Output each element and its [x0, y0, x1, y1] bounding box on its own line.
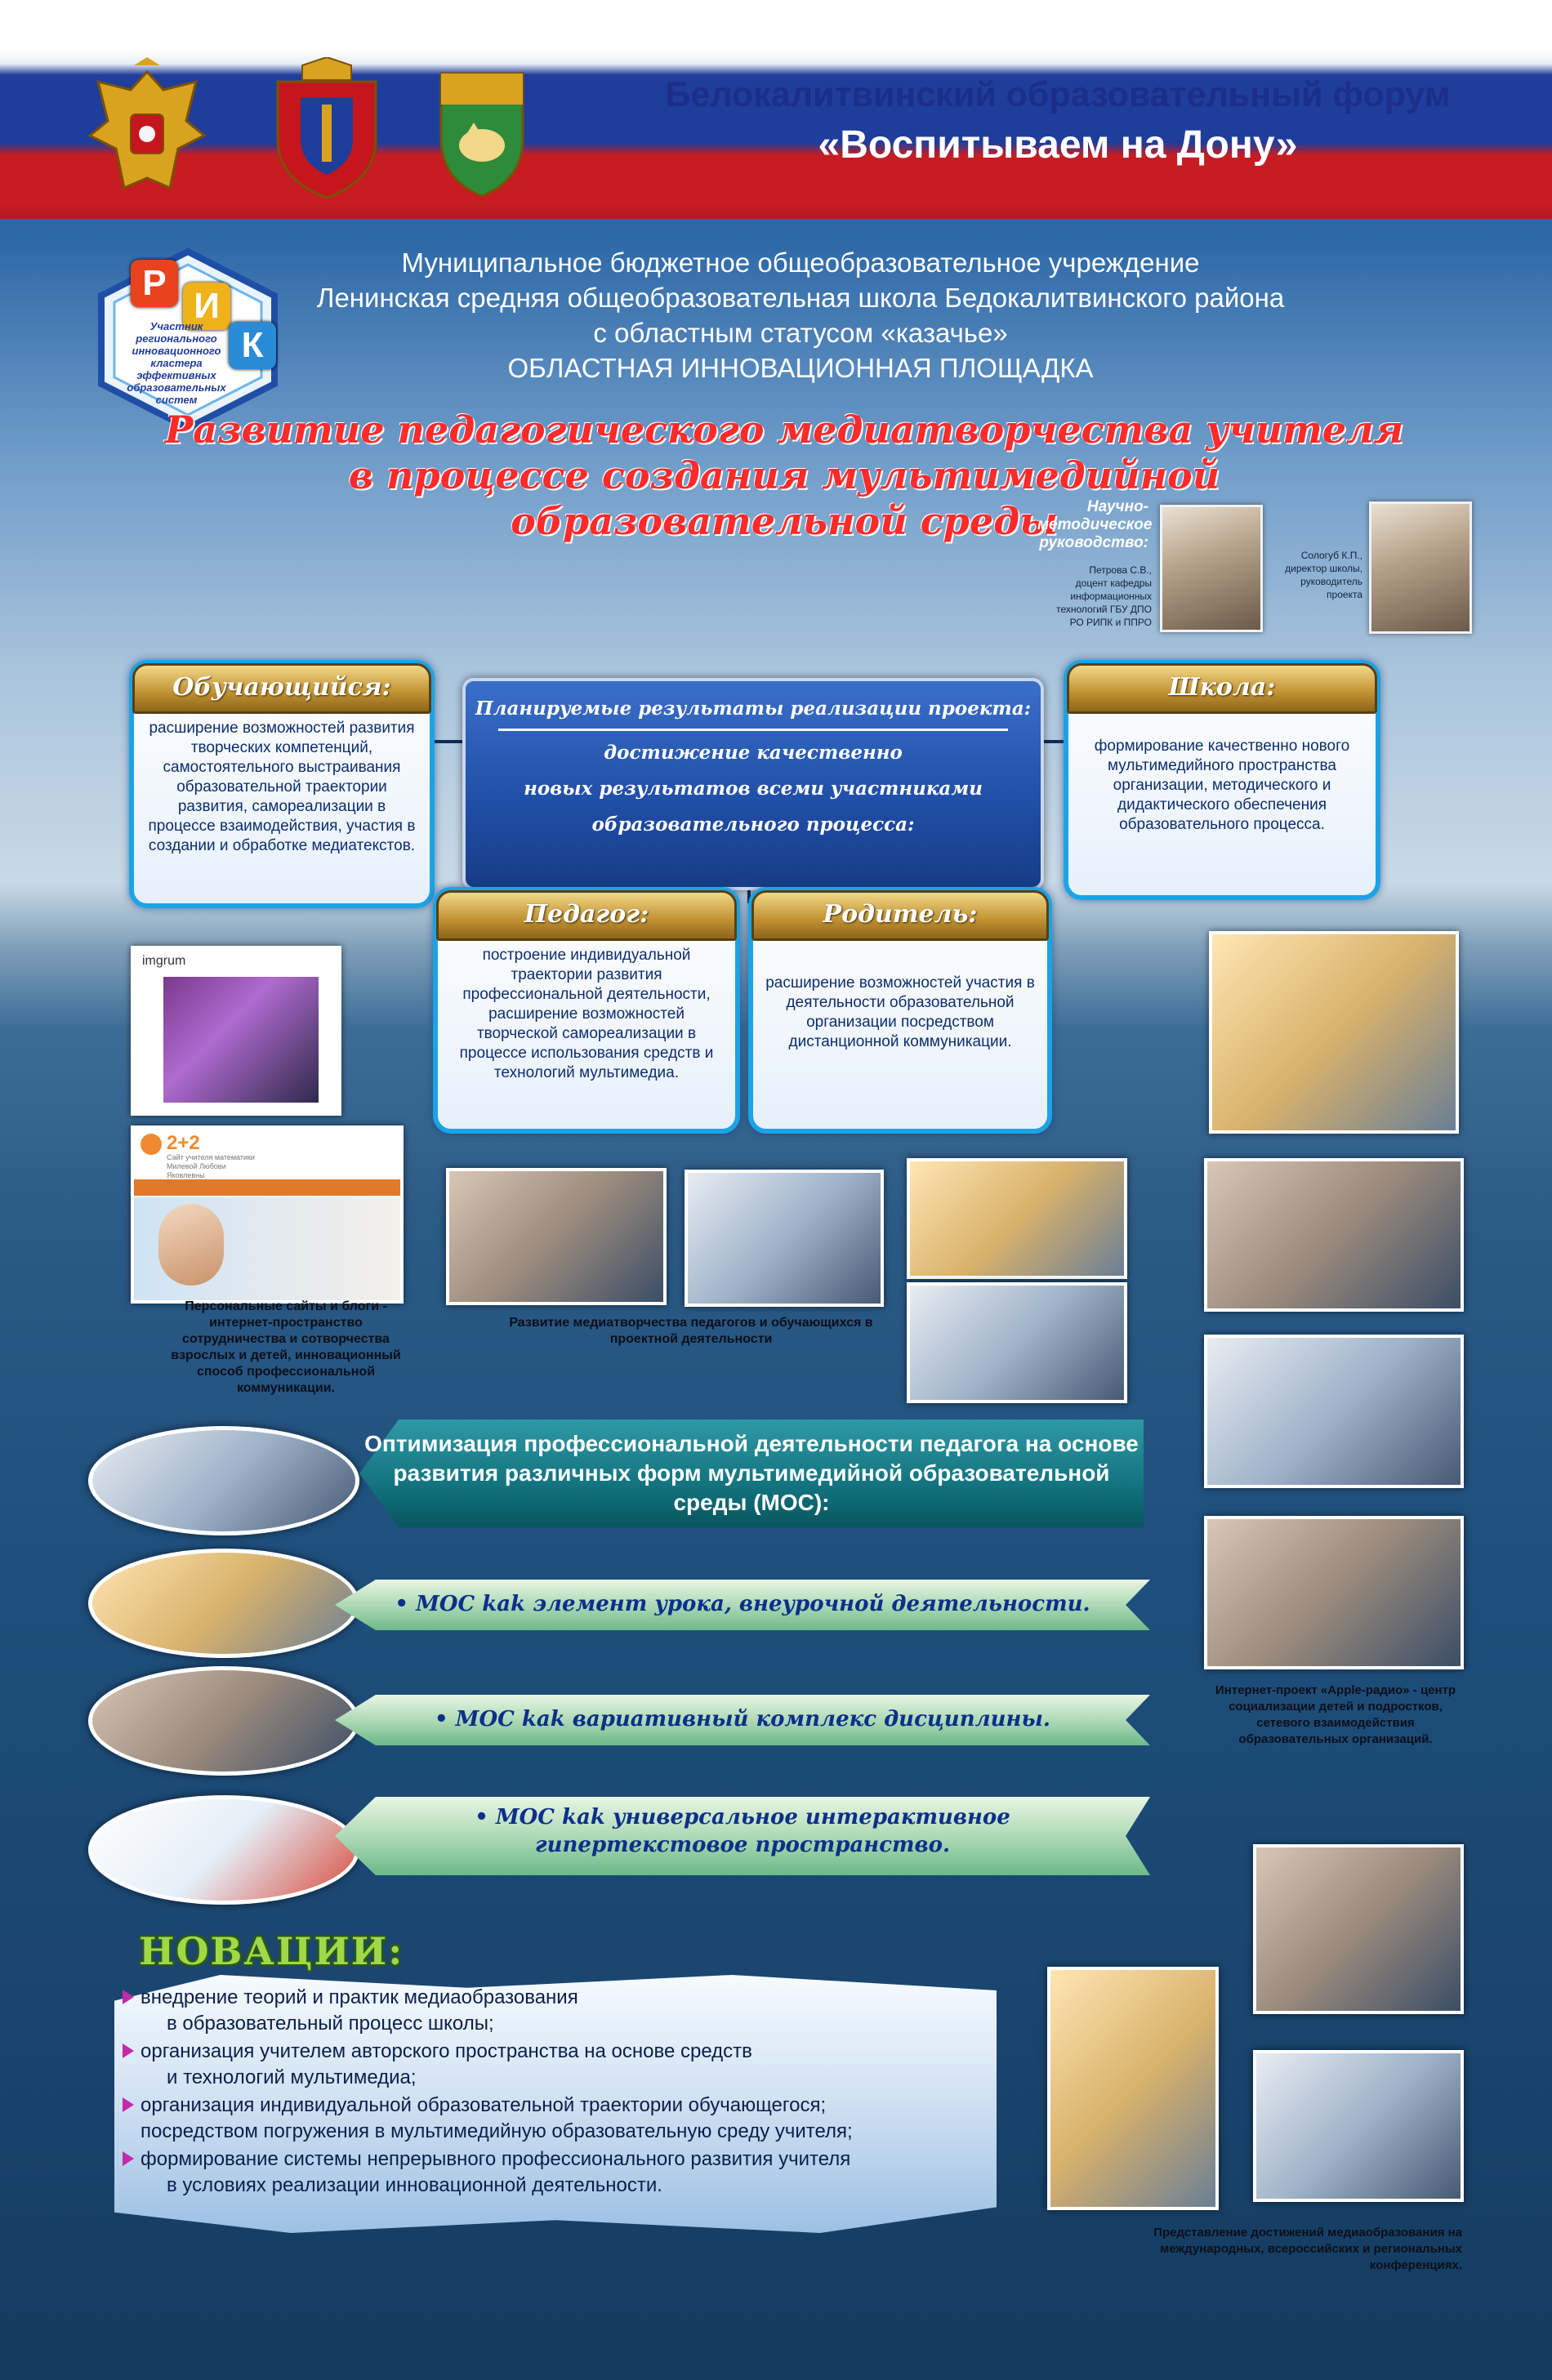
supervisor-photo-1	[1160, 505, 1263, 632]
forum-title: Белокалитвинский образовательный форум	[665, 75, 1451, 114]
parent-card-text: расширение возможностей участия в деятельности образовательной организации посредством дистанционной коммуникации.	[765, 974, 1035, 1050]
supervisor-2-name: Сологуб К.П.,	[1300, 550, 1362, 561]
novation-item-2-line-1: организация учителем авторского пространства на основе средств	[140, 2040, 752, 2062]
supervisor-2	[1266, 549, 1362, 601]
media-photo-4	[907, 1282, 1127, 1403]
site-brand: 2+2	[167, 1132, 200, 1154]
novation-item-3	[140, 2093, 1006, 2145]
school-line-2: Ленинская средняя общеобразовательная школа Бедокалитвинского района	[316, 283, 1285, 313]
triangle-bullet-icon	[123, 2151, 134, 2166]
rik-caption: Участник регионального инновационного кластера эффективных образовательных систем	[127, 320, 226, 406]
project-title-line-2: в процессе создания мультимедийной образовательной среды	[348, 453, 1220, 543]
planned-results-line-4: образовательного процесса:	[591, 813, 915, 836]
apple-radio-photo-1	[1209, 931, 1459, 1134]
school-line-3: с областным статусом «казачье»	[593, 318, 1008, 348]
triangle-bullet-icon	[123, 2097, 134, 2112]
apple-radio-caption: Интернет-проект «Apple-радио» - центр социализации детей и подростков, сетевого взаимодействия образовательных организаций.	[1215, 1683, 1456, 1746]
school-card	[1064, 660, 1380, 900]
supervisor-2-role: директор школы, руководитель проекта	[1285, 563, 1362, 600]
parent-card-title: Родитель:	[751, 890, 1049, 941]
supervisor-photo-2	[1369, 501, 1472, 634]
novation-item-3-line-1: организация индивидуальной образовательной траектории обучающегося;	[140, 2094, 827, 2116]
planned-results-heading: Планируемые результаты реализации проекта:	[475, 698, 1032, 720]
moc-item-1: • МОС kak элемент урока, внеурочной деятельности.	[395, 1592, 1090, 1616]
triangle-bullet-icon	[123, 1990, 134, 2004]
media-caption: Развитие медиатворчества педагогов и обучающихся в проектной деятельности	[509, 1316, 873, 1346]
media-photo-2	[685, 1170, 884, 1307]
connector	[431, 740, 464, 743]
teacher-site-screenshot	[131, 1125, 404, 1304]
novation-item-3-line-2: посредством погружения в мультимедийную образовательную среду учителя;	[140, 2120, 853, 2142]
supervisors-label: Научно-методическое руководство:	[1037, 498, 1153, 551]
media-photo-1	[446, 1168, 667, 1305]
teacher-card-title: Педагог:	[436, 890, 737, 941]
rik-letter-k: К	[229, 322, 276, 369]
conference-photo-2	[1253, 1844, 1464, 2014]
rostov-region-coat-of-arms-icon	[261, 57, 392, 204]
novation-item-2-line-2: и технологий мультимедиа;	[167, 2066, 417, 2088]
russia-coat-of-arms-icon	[82, 57, 212, 204]
student-card-text: расширение возможностей развития творческих компетенций, самостоятельного выстраивания образовательной траектории развития, самореализации в процессе взаимодействия, участия в создании и обработке медиатекстов.	[148, 720, 416, 854]
supervisor-1	[1046, 564, 1152, 629]
parent-card	[748, 887, 1052, 1134]
imgrum-brand: imgrum	[142, 954, 186, 968]
school-card-text: формирование качественно нового мультимедийного пространства организации, методического и дидактического обеспечения образовательного процесса.	[1094, 738, 1350, 833]
forum-subtitle: «Воспитываем на Дону»	[818, 123, 1298, 167]
belokalitva-coat-of-arms-icon	[417, 57, 547, 204]
teacher-card	[433, 887, 740, 1134]
site-title: Сайт учителя математики Милевой Любови Яковлевны	[167, 1153, 255, 1179]
school-card-title: Школа:	[1067, 663, 1377, 714]
apple-radio-photo-3	[1204, 1335, 1464, 1488]
imgrum-screenshot	[131, 946, 341, 1116]
novation-item-1-line-1: внедрение теорий и практик медиаобразования	[140, 1986, 578, 2008]
novation-item-4-line-2: в условиях реализации инновационной деятельности.	[167, 2174, 662, 2196]
teacher-card-text: построение индивидуальной траектории развития профессиональной деятельности, расширение возможностей творческой самореализации в процессе использования средств и технологий мультимедиа.	[459, 947, 714, 1081]
conference-caption: Представление достижений медиаобразования на международных, всероссийских и региональных конференциях.	[1153, 2226, 1462, 2272]
moc-item-3-line-1: • МОС kak универсальное интерактивное	[475, 1805, 1010, 1830]
conference-photo-1	[1047, 1967, 1219, 2210]
novation-item-2	[140, 2039, 1006, 2091]
student-card	[129, 660, 435, 908]
sites-caption: Персональные сайты и блоги - интернет-пространство сотрудничества и сотворчества взрослых и детей, инновационный способ профессиональной коммуникации.	[171, 1299, 401, 1395]
supervisor-1-name: Петрова С.В.,	[1089, 564, 1152, 576]
site-teacher-photo	[158, 1204, 224, 1286]
moc-oval-photo-4	[88, 1795, 359, 1905]
school-line-1: Муниципальное бюджетное общеобразовательное учреждение	[401, 247, 1200, 278]
moc-oval-photo-1	[88, 1426, 359, 1535]
conference-photo-3	[1253, 2050, 1464, 2202]
rik-letter-r: Р	[131, 260, 178, 307]
moc-item-3-line-2: гипертекстовое пространство.	[534, 1833, 951, 1857]
project-title-line-1: Развитие педагогического медиатворчества учителя	[164, 408, 1404, 452]
moc-oval-photo-2	[88, 1549, 359, 1658]
imgrum-photo	[163, 977, 319, 1103]
rik-letter-i: И	[183, 283, 230, 330]
apple-radio-photo-2	[1204, 1158, 1464, 1312]
triangle-bullet-icon	[123, 2044, 134, 2058]
divider	[498, 729, 1008, 731]
novation-item-1-line-2: в образовательный процесс школы;	[167, 2012, 494, 2035]
media-photo-3	[907, 1158, 1127, 1279]
site-logo-icon	[140, 1134, 162, 1155]
site-nav-bar	[134, 1179, 400, 1196]
supervisor-1-role: доцент кафедры информационных технологий ГБУ ДПО РО РИПК и ППРО	[1056, 577, 1152, 628]
student-card-title: Обучающийся:	[132, 663, 431, 714]
planned-results-card	[462, 678, 1044, 890]
novations-title: НОВАЦИИ:	[139, 1929, 404, 1973]
school-line-4: ОБЛАСТНАЯ ИННОВАЦИОННАЯ ПЛОЩАДКА	[507, 353, 1094, 383]
planned-results-line-3: новых результатов всеми участниками	[524, 778, 983, 800]
novation-item-1	[140, 1985, 1006, 2037]
moc-banner-text: Оптимизация профессиональной деятельности педагога на основе развития различных форм мультимедийной образовательной среды (МОС):	[364, 1431, 1139, 1515]
apple-radio-photo-4	[1204, 1516, 1464, 1669]
planned-results-line-2: достижение качественно	[604, 742, 903, 764]
novation-item-4-line-1: формирование системы непрерывного профессионального развития учителя	[140, 2148, 851, 2170]
moc-item-2: • МОС kak вариативный комплекс дисциплины.	[435, 1707, 1050, 1732]
novation-item-4	[140, 2146, 1006, 2199]
moc-oval-photo-3	[88, 1666, 359, 1776]
